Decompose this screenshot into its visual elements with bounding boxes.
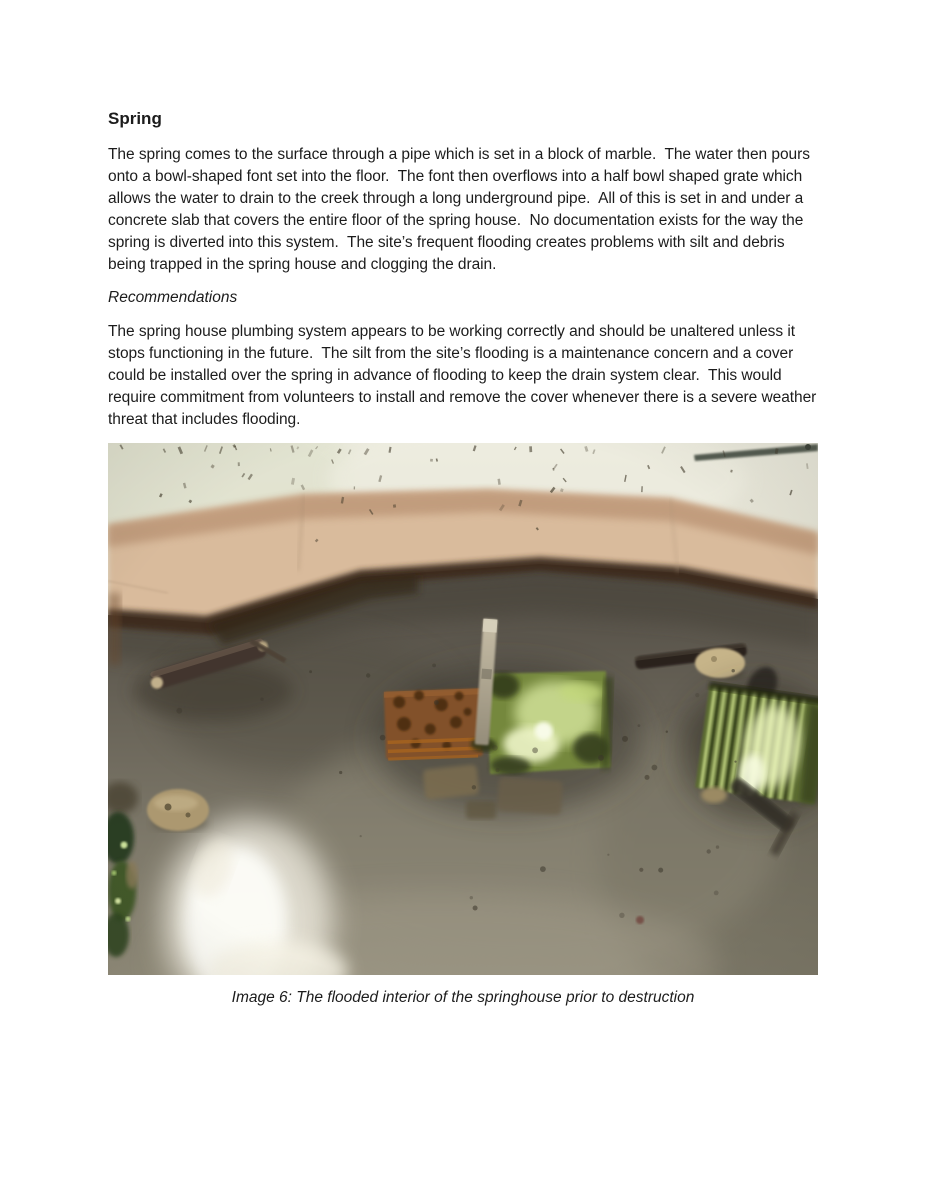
paragraph-spring: The spring comes to the surface through a pipe which is set in a block of marble. The water then pours onto a bowl-shaped font set into the floor. The font then overflows into a half bowl shaped grate which allows the water to drain to the creek through a long underground pipe. All of this is set in and under a concrete slab that covers the entire floor of the spring house. No documentation exists for the way the spring is diverted into this system. The site’s frequent flooding creates problems with silt and debris being trapped in the spring house and clogging the drain. <box>108 146 815 273</box>
paragraph-recommendations: The spring house plumbing system appears to be working correctly and should be unaltered unless it stops functioning in the future. The silt from the site’s flooding is a maintenance concern and a cover could be installed over the spring in advance of flooding to keep the drain system clear. This would require commitment from volunteers to install and remove the cover whenever there is a severe weather threat that includes flooding. <box>108 323 821 428</box>
subsection-heading-recommendations: Recommendations <box>108 289 238 306</box>
image-caption: Image 6: The flooded interior of the springhouse prior to destruction <box>231 989 695 1006</box>
springhouse-photo-svg <box>108 443 818 975</box>
section-heading: Spring <box>108 109 162 128</box>
photo-vignette <box>108 443 818 975</box>
springhouse-photo <box>108 443 818 975</box>
